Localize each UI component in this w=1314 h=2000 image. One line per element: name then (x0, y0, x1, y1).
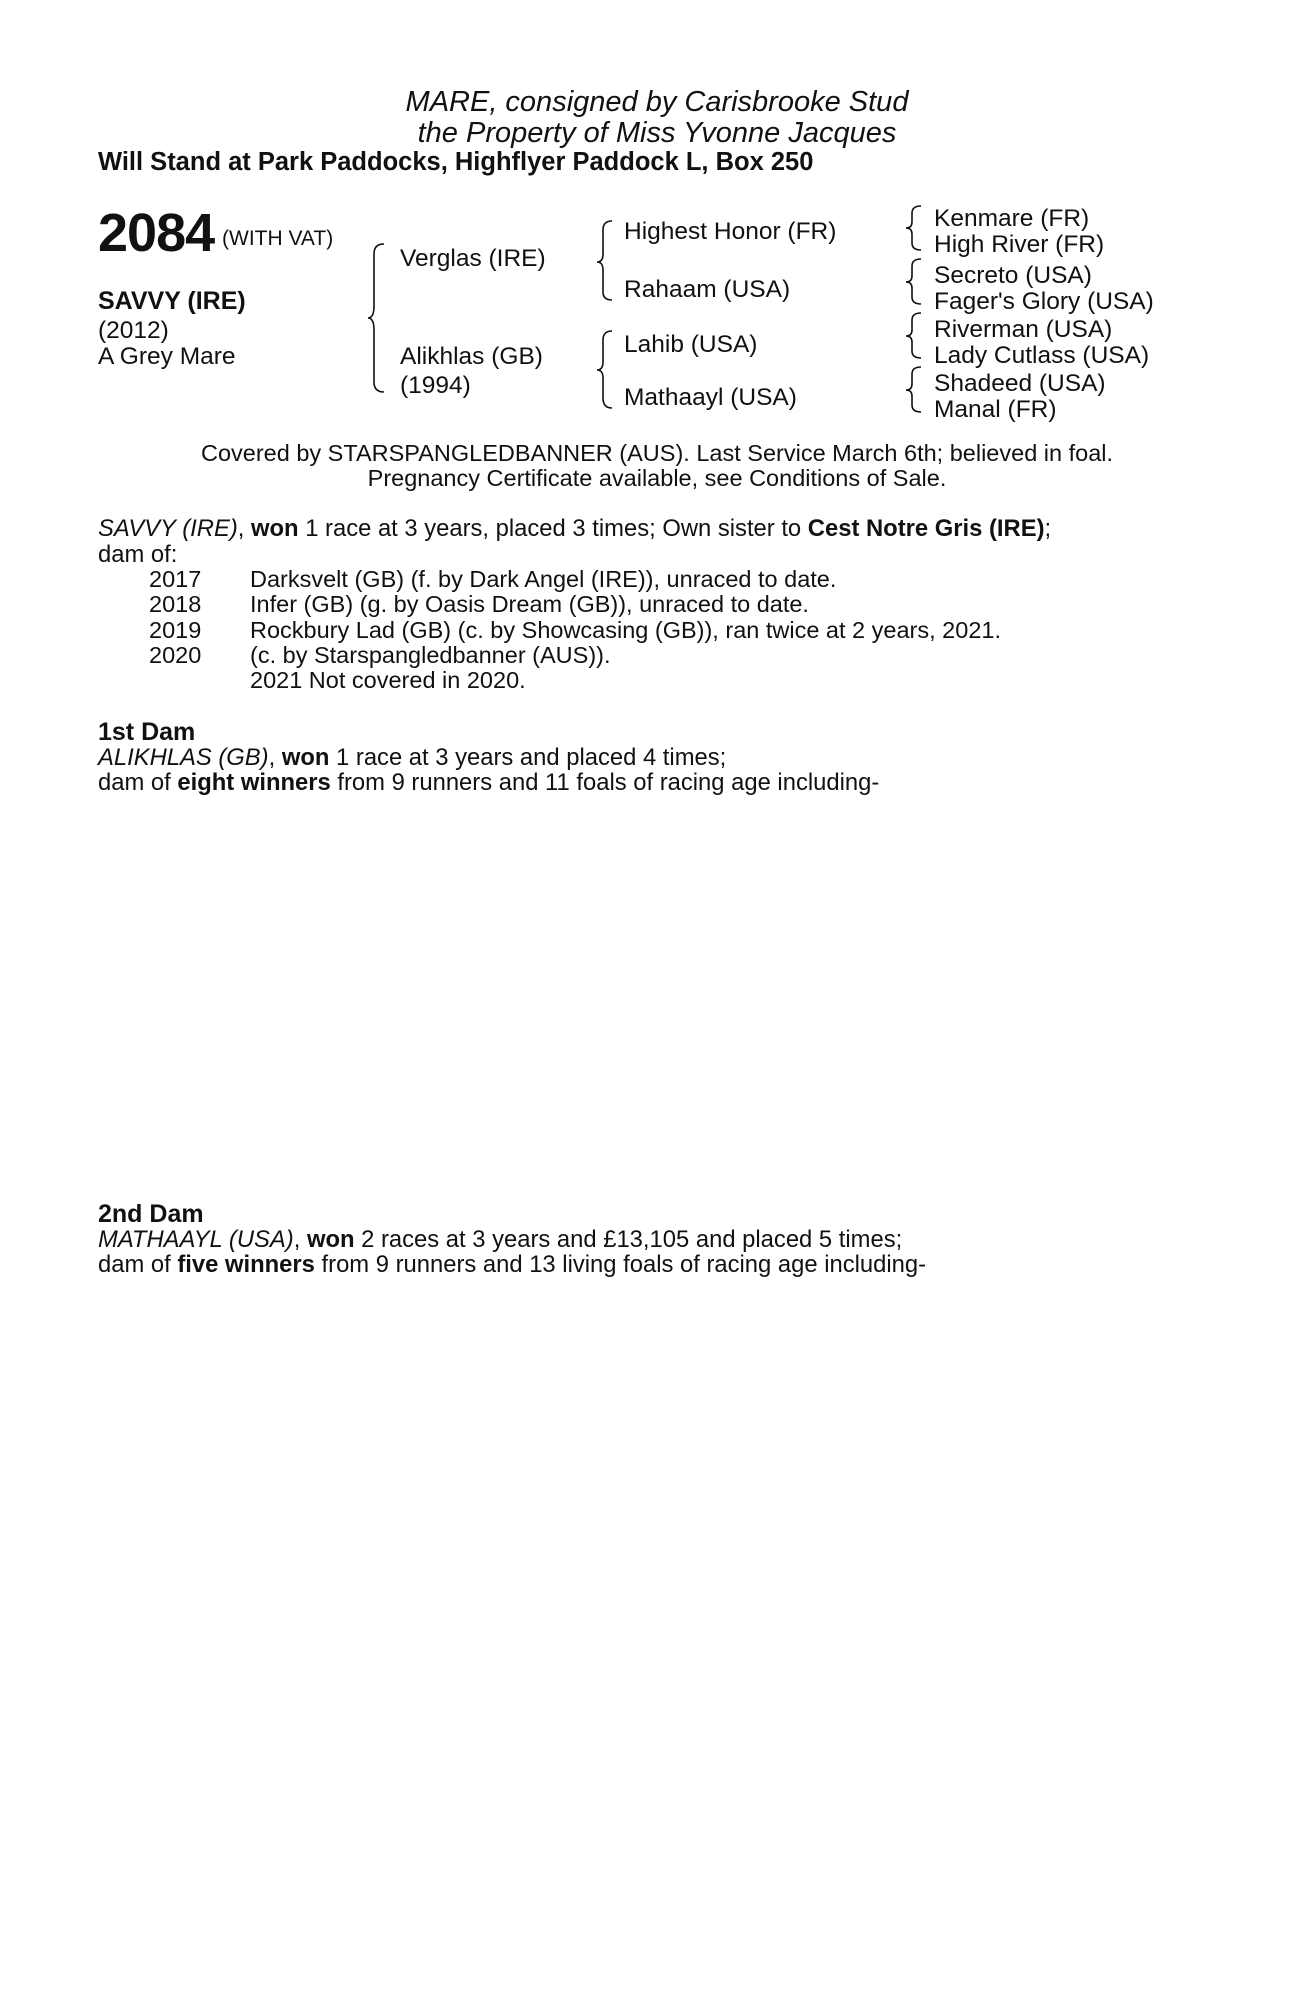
consignor-line: MARE, consigned by Carisbrooke Stud (405, 86, 909, 118)
pedigree-g7: Shadeed (USA) (934, 370, 1106, 397)
pedigree-g8: Manal (FR) (934, 396, 1057, 423)
second-dam-line1: MATHAAYL (USA), won 2 races at 3 years and £13,105 and placed 5 times; (98, 1226, 903, 1253)
pedigree-sire-dam: Rahaam (USA) (624, 276, 791, 303)
vat-note: (WITH VAT) (222, 227, 334, 250)
pedigree-sire-sire: Highest Honor (FR) (624, 218, 837, 245)
pedigree-dam-dam: Mathaayl (USA) (624, 384, 797, 411)
produce-year: 2019 (149, 617, 202, 643)
produce-text: Infer (GB) (g. by Oasis Dream (GB)), unraced to date. (250, 591, 809, 617)
intro-damof: dam of: (98, 541, 178, 568)
pedigree-g3: Secreto (USA) (934, 262, 1092, 289)
first-dam-title: 1st Dam (98, 718, 196, 746)
produce-note: 2021 Not covered in 2020. (250, 667, 526, 693)
produce-year: 2017 (149, 566, 202, 592)
produce-text: Darksvelt (GB) (f. by Dark Angel (IRE)), unraced to date. (250, 566, 837, 592)
pedigree-dam-year: (1994) (400, 372, 471, 399)
lot-number: 2084 (98, 203, 215, 263)
second-dam-line2: dam of five winners from 9 runners and 13 living foals of racing age including- (98, 1251, 927, 1278)
produce-text: Rockbury Lad (GB) (c. by Showcasing (GB)), ran twice at 2 years, 2021. (250, 617, 1001, 643)
pedigree-sire: Verglas (IRE) (400, 245, 546, 272)
property-line: the Property of Miss Yvonne Jacques (417, 117, 897, 149)
horse-year: (2012) (98, 317, 169, 344)
produce-year: 2020 (149, 642, 202, 668)
horse-name: SAVVY (IRE) (98, 287, 246, 315)
pedigree-dam: Alikhlas (GB) (400, 343, 543, 370)
pedigree-g1: Kenmare (FR) (934, 205, 1090, 232)
horse-desc: A Grey Mare (98, 343, 236, 370)
pedigree-g6: Lady Cutlass (USA) (934, 342, 1150, 369)
pedigree-g2: High River (FR) (934, 231, 1105, 258)
produce-year: 2018 (149, 591, 202, 617)
first-dam-line1: ALIKHLAS (GB), won 1 race at 3 years and placed 4 times; (98, 744, 727, 771)
pedigree-g5: Riverman (USA) (934, 316, 1113, 343)
first-dam-line2: dam of eight winners from 9 runners and 11 foals of racing age including- (98, 769, 880, 796)
location-line: Will Stand at Park Paddocks, Highflyer Paddock L, Box 250 (98, 148, 814, 176)
second-dam-title: 2nd Dam (98, 1200, 204, 1228)
intro-line: SAVVY (IRE), won 1 race at 3 years, placed 3 times; Own sister to Cest Notre Gris (IRE); (98, 515, 1052, 542)
pregnancy-line: Pregnancy Certificate available, see Conditions of Sale. (367, 465, 947, 491)
pedigree-dam-sire: Lahib (USA) (624, 331, 758, 358)
produce-text: (c. by Starspangledbanner (AUS)). (250, 642, 611, 668)
pedigree-g4: Fager's Glory (USA) (934, 288, 1154, 315)
covered-line: Covered by STARSPANGLEDBANNER (AUS). Last Service March 6th; believed in foal. (200, 440, 1114, 466)
